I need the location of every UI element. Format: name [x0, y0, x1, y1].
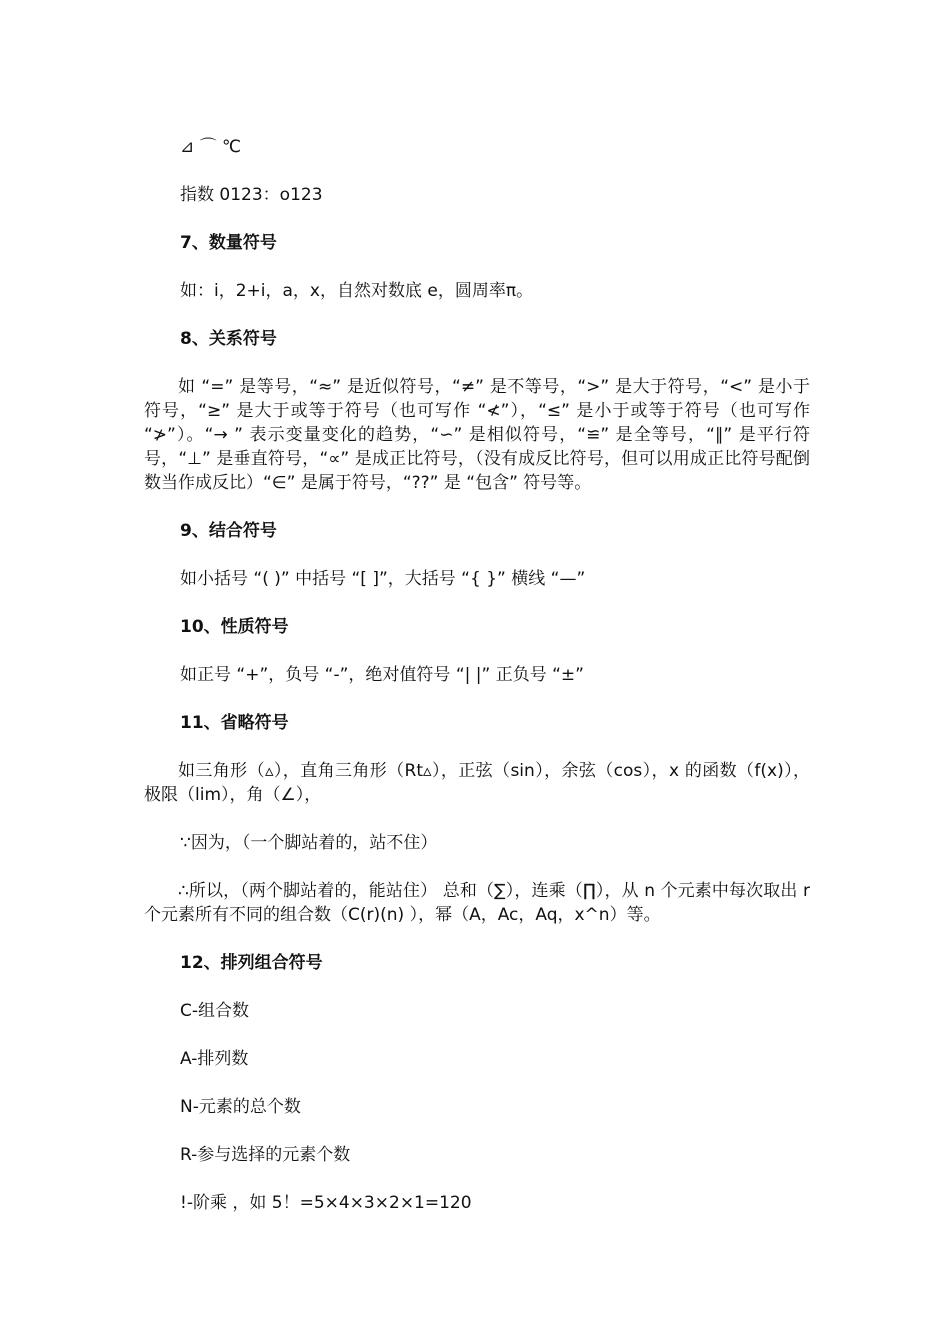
- symbols-row: ⊿ ⌒ ℃: [180, 137, 242, 157]
- total-elements-definition: N-元素的总个数: [180, 1097, 301, 1117]
- heading-abbreviation-symbols: 11、省略符号: [180, 713, 289, 733]
- heading-grouping-symbols: 9、结合符号: [180, 521, 277, 541]
- because-line: ∵因为，（一个脚站着的，站不住）: [180, 833, 438, 853]
- factorial-definition: !-阶乘 ，如 5！=5×4×3×2×1=120: [180, 1193, 472, 1213]
- arrangement-definition: A-排列数: [180, 1049, 249, 1069]
- therefore-paragraph: ∴所以，（两个脚站着的，能站住） 总和（∑），连乘（∏），从 n 个元素中每次取出 r 个元素所有不同的组合数（C(r)(n) ），幂（A，Ac，Aq，x^n）等。: [144, 881, 810, 925]
- grouping-symbols-text: 如小括号 “( )” 中括号 “[ ]”，大括号 “{ }” 横线 “—”: [180, 569, 586, 589]
- heading-property-symbols: 10、性质符号: [180, 617, 289, 637]
- quantity-symbols-text: 如：i，2+i，a，x，自然对数底 e，圆周率π。: [180, 281, 534, 301]
- heading-quantity-symbols: 7、数量符号: [180, 233, 277, 253]
- heading-permutation-symbols: 12、排列组合符号: [180, 953, 323, 973]
- property-symbols-text: 如正号 “+”，负号 “-”，绝对值符号 “| |” 正负号 “±”: [180, 665, 584, 685]
- abbreviation-symbols-paragraph: 如三角形（▵），直角三角形（Rt▵），正弦（sin），余弦（cos），x 的函数（f(x)），极限（lim），角（∠），: [144, 761, 810, 805]
- relation-symbols-paragraph: 如 “=” 是等号，“≈” 是近似符号，“≠” 是不等号，“>” 是大于符号，“<” 是小于符号，“≥” 是大于或等于符号（也可写作 “≮”），“≤” 是小于或等于符号（也可写作 “≯”）。“→ ” 表示变量变化的趋势，“∽” 是相似符号，“≌” 是全等号，“∥” 是平行符号，“⊥” 是垂直符号，“∝” 是成正比符号，（没有成反比符号，但可以用成正比符号配倒数当作成反比）“∈” 是属于符号，“??” 是 “包含” 符号等。: [144, 377, 810, 493]
- combination-definition: C-组合数: [180, 1001, 250, 1021]
- exponent-line: 指数 0123：o123: [180, 185, 323, 205]
- selected-elements-definition: R-参与选择的元素个数: [180, 1145, 351, 1165]
- heading-relation-symbols: 8、关系符号: [180, 329, 277, 349]
